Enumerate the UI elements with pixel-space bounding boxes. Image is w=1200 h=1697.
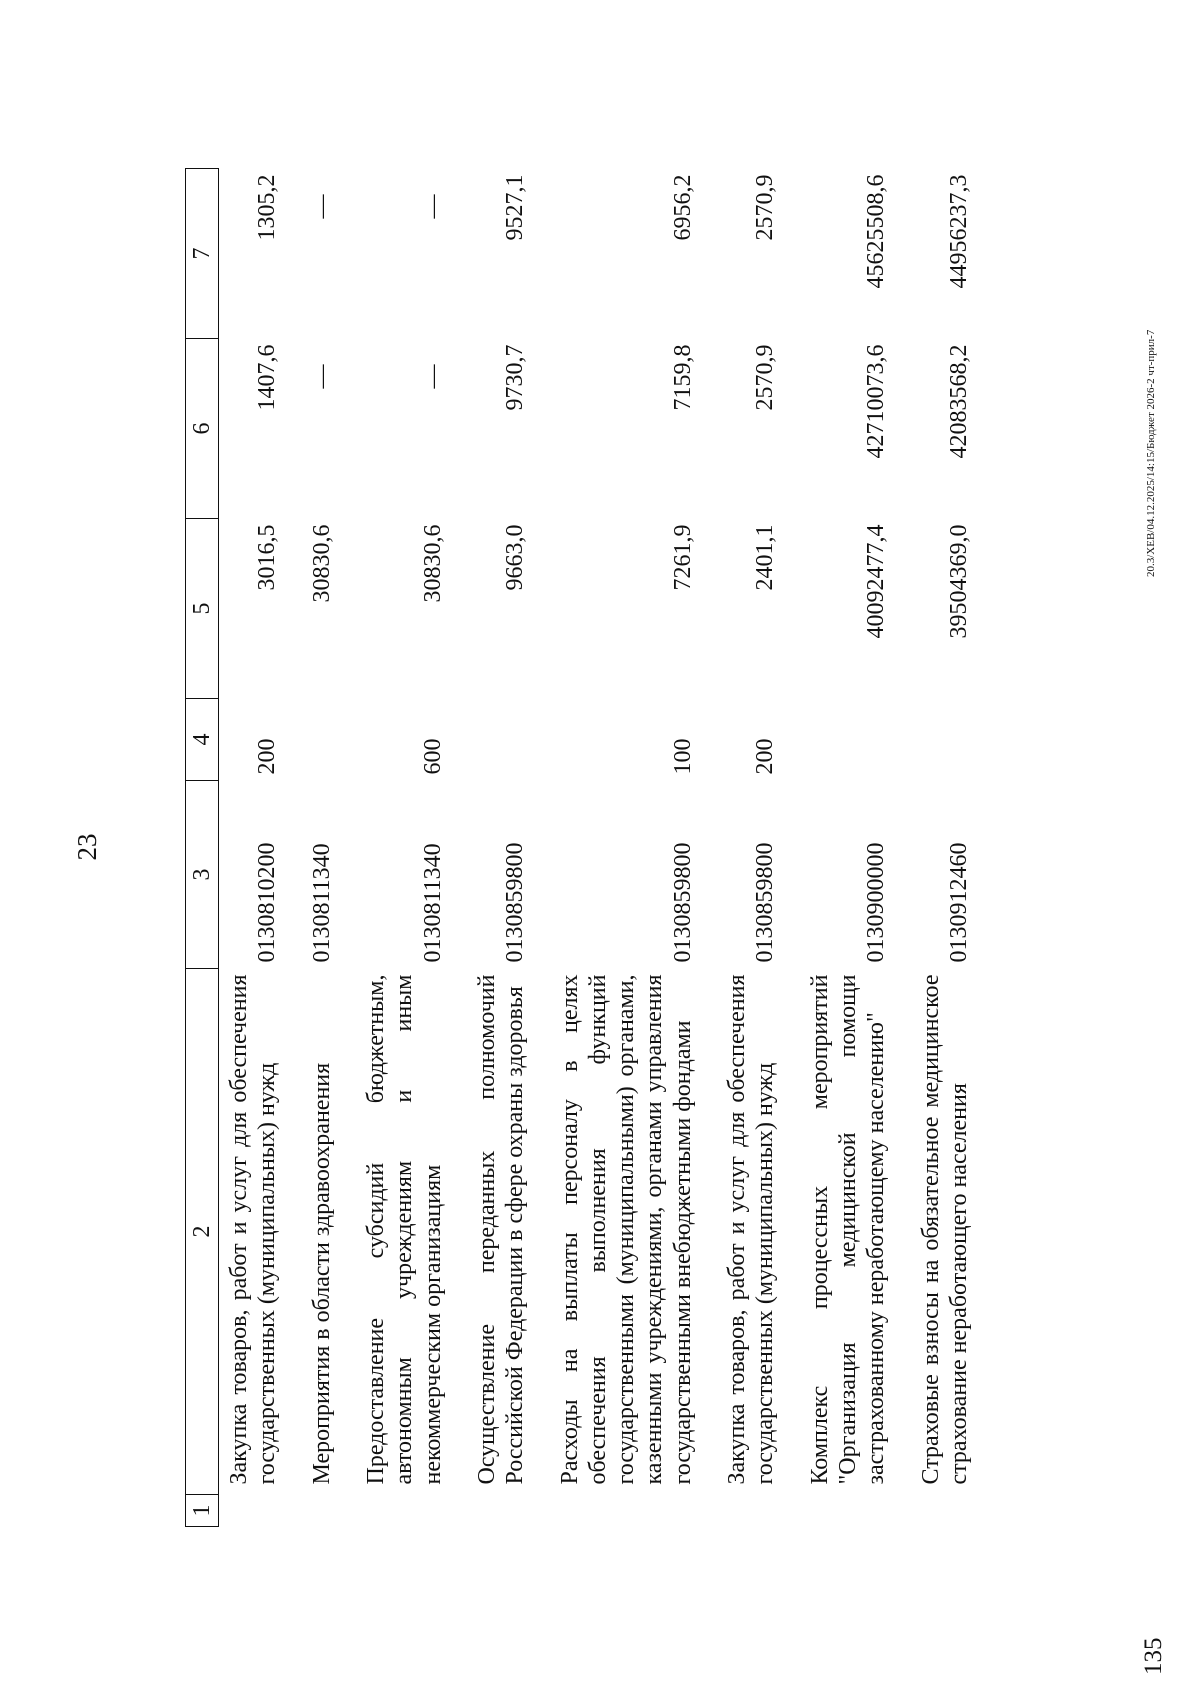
row-value-col5: 3016,5: [254, 524, 281, 591]
row-index-cell: [911, 1495, 994, 1527]
row-expense-type: 100: [669, 738, 696, 775]
row-value-col5: 40092477,4: [863, 524, 890, 639]
table-row: [911, 169, 994, 1527]
row-value-col6: —: [419, 364, 446, 389]
row-value-col7: —: [308, 194, 335, 219]
row-index-cell: [467, 1495, 550, 1527]
table-row: [800, 169, 911, 1527]
row-value-col7: 45625508,6: [863, 174, 890, 289]
row-value-col7: 44956237,3: [945, 174, 972, 289]
row-description: Закупка товаров, работ и услуг для обеспечения государственных (муниципальных) нужд: [724, 974, 779, 1485]
row-description: Осуществление переданных полномочий Российской Федерации в сфере охраны здоровья: [473, 974, 529, 1485]
row-value-col6: 42710073,6: [863, 344, 890, 459]
column-header: 4: [186, 699, 219, 781]
row-index-cell: [717, 1495, 800, 1527]
budget-table: [185, 168, 993, 1527]
row-value-col7: 9527,1: [502, 174, 529, 241]
row-expense-type: 200: [752, 738, 779, 775]
row-value-col5: 39504369,0: [945, 524, 972, 639]
table-row: [219, 169, 302, 1527]
row-value-col7: 6956,2: [669, 174, 696, 241]
column-header: 7: [186, 169, 219, 339]
row-value-col7: —: [419, 194, 446, 219]
footer-note: 20.3/XEB/04.12.2025/14:15/Бюджет 2026-2 чт-прил-7: [1145, 329, 1157, 577]
row-expense-type: 600: [419, 738, 446, 775]
row-description: Расходы на выплаты персоналу в целях обеспечения выполнения функций государственными (муниципальными) органами, казенными учреждениями, органами управления государственными внебюджетными фондами: [556, 974, 696, 1485]
table-row: [550, 169, 718, 1527]
table-header-row: [186, 169, 219, 1527]
row-value-col7: 2570,9: [752, 174, 779, 241]
row-code: 0130859800: [669, 842, 696, 963]
row-value-col7: 1305,2: [254, 174, 281, 241]
row-value-col5: 30830,6: [308, 524, 335, 603]
row-code: 0130900000: [863, 842, 890, 963]
column-header: 3: [186, 781, 219, 969]
row-index-cell: [800, 1495, 911, 1527]
row-value-col5: 7261,9: [669, 524, 696, 591]
row-expense-type: 200: [254, 738, 281, 775]
row-value-col5: 2401,1: [752, 524, 779, 591]
row-description: Закупка товаров, работ и услуг для обеспечения государственных (муниципальных) нужд: [226, 974, 281, 1485]
row-expense-type: [911, 699, 994, 781]
row-description: Мероприятия в области здравоохранения: [308, 1062, 335, 1485]
row-code: 0130912460: [945, 842, 972, 963]
row-index-cell: [550, 1495, 718, 1527]
row-value-col6: 7159,8: [669, 344, 696, 411]
row-description: Страховые взносы на обязательное медицинское страхование неработающего населения: [917, 974, 972, 1485]
row-value-col5: 30830,6: [419, 524, 446, 603]
page-number: 23: [72, 833, 102, 861]
column-header: 2: [186, 969, 219, 1495]
row-index-cell: [219, 1495, 302, 1527]
row-code: 0130810200: [254, 842, 281, 963]
row-code: 0130811340: [419, 843, 446, 963]
sheet-number: 135: [1140, 1637, 1167, 1675]
table-row: [717, 169, 800, 1527]
column-header: 6: [186, 339, 219, 519]
row-expense-type: [467, 699, 550, 781]
table-row: [302, 169, 356, 1527]
row-value-col6: 2570,9: [752, 344, 779, 411]
row-value-col6: 42083568,2: [945, 344, 972, 459]
row-value-col5: 9663,0: [502, 524, 529, 591]
row-value-col6: 9730,7: [502, 344, 529, 411]
row-expense-type: [302, 699, 356, 781]
table-row: [356, 169, 467, 1527]
row-value-col6: —: [308, 364, 335, 389]
row-description: Комплекс процессных мероприятий "Организация медицинской помощи застрахованному неработающему населению": [806, 974, 890, 1485]
row-code: 0130859800: [502, 842, 529, 963]
row-expense-type: [800, 699, 911, 781]
row-index-cell: [356, 1495, 467, 1527]
column-header: 5: [186, 519, 219, 699]
row-code: 0130811340: [308, 843, 335, 963]
column-header: 1: [186, 1495, 219, 1527]
row-index-cell: [302, 1495, 356, 1527]
row-value-col6: 1407,6: [254, 344, 281, 411]
row-description: Предоставление субсидий бюджетным, автономным учреждениям и иным некоммерческим организациям: [362, 974, 446, 1485]
row-code: 0130859800: [752, 842, 779, 963]
table-row: [467, 169, 550, 1527]
